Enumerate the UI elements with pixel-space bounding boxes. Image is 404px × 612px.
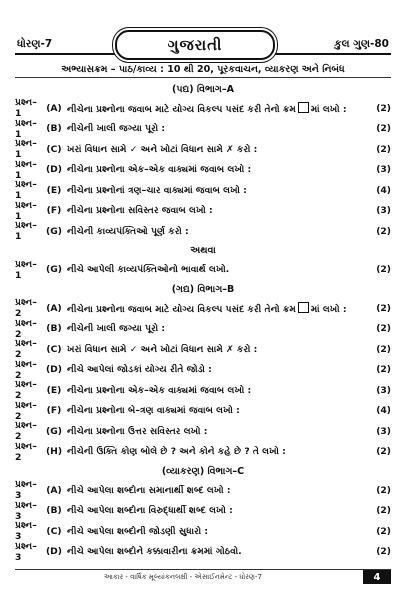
question-row: પ્રશ્ન–2 (H) નીચેની ઉક્તિ કોણ બોલે છે ? અને કોને કહે છે ? તે લખો : (2)	[15, 440, 391, 463]
section-a-heading: (પદ્ય) વિભાગ–A	[172, 83, 234, 95]
question-row: પ્રશ્ન–2 (A) નીચેના પ્રશ્નોના જવાબ માટે યોગ્ય વિકલ્પ પસંદ કરી તેનો ક્રમ માં લખો : (2)	[15, 297, 391, 320]
subject-title: ગુજરાતી	[167, 36, 223, 54]
page-number: 4	[363, 570, 391, 584]
marks: (2)	[376, 102, 391, 114]
standard-label: ધોરણ-7	[17, 38, 53, 50]
question-row: પ્રશ્ન–1 (D) નીચેના પ્રશ્નોના એક–એક વાક્યમાં જવાબ લખો : (3)	[15, 158, 391, 181]
question-row: પ્રશ્ન–1 (F) નીચેના પ્રશ્નોના સવિસ્તર જવાબ લખો : (3)	[15, 199, 391, 222]
footer-text: આકાર - વાર્ષિક મૂલ્યાંકનલક્ષી - એસાઈનમેન્ટ - ધોરણ-7	[104, 573, 262, 581]
marks: (4)	[376, 405, 391, 417]
answer-box-icon	[298, 302, 309, 313]
question-row: પ્રશ્ન–1 (G) નીચેની કાવ્યપંક્તિઓ પૂર્ણ કરો : (2)	[15, 220, 391, 243]
marks: (4)	[376, 184, 391, 196]
question-row: પ્રશ્ન–3 (C) નીચે આપેલા શબ્દોની જોડણી સુધારો : (2)	[15, 520, 391, 543]
question-row: પ્રશ્ન–2 (F) નીચેના પ્રશ્નોના બે–ત્રણ વાક્યમાં જવાબ લખો : (4)	[15, 399, 391, 422]
marks: (2)	[376, 364, 391, 376]
question-row: પ્રશ્ન–1 (A) નીચેના પ્રશ્નોના જવાબ માટે યોગ્ય વિકલ્પ પસંદ કરી તેનો ક્રમ માં લખો : (2)	[15, 97, 391, 120]
marks: (2)	[376, 484, 391, 496]
marks: (3)	[376, 425, 391, 437]
question-list	[15, 80, 391, 562]
syllabus-line: અભ્યાસક્રમ – પાઠ/કાવ્ય : 10 થી 20, પૂરકવાચન, વ્યાકરણ અને નિબંધ	[15, 62, 391, 78]
marks: (2)	[376, 525, 391, 537]
marks: (2)	[376, 264, 391, 276]
marks: (3)	[376, 205, 391, 217]
question-row: પ્રશ્ન–2 (D) નીચે આપેલાં જોડકાં યોગ્ય રીતે જોડો : (2)	[15, 358, 391, 381]
marks: (2)	[376, 546, 391, 558]
question-row: પ્રશ્ન–3 (B) નીચે આપેલા શબ્દોના વિરુદ્ધાર્થી શબ્દ લખો : (2)	[15, 499, 391, 522]
question-row: પ્રશ્ન–2 (E) નીચેના પ્રશ્નોના એક–એક વાક્યમાં જવાબ લખો : (3)	[15, 379, 391, 402]
section-b-heading: (ગદ્ય) વિભાગ–B	[171, 283, 235, 295]
marks: (2)	[376, 343, 391, 355]
marks: (3)	[376, 384, 391, 396]
marks: (2)	[376, 505, 391, 517]
answer-box-icon	[298, 102, 309, 113]
question-row: પ્રશ્ન–1 (E) નીચેના પ્રશ્નોનાં ત્રણ–ચાર વાક્યમાં જવાબ લખો : (4)	[15, 179, 391, 202]
section-c-heading: (વ્યાકરણ) વિભાગ–C	[161, 465, 245, 477]
footer-rule	[15, 569, 391, 570]
total-marks: કુલ ગુણ-80	[334, 38, 389, 50]
marks: (2)	[376, 143, 391, 155]
question-row: પ્રશ્ન–1 (G) નીચે આપેલી કાવ્યપંક્તિઓનો ભાવાર્થ લખો. (2)	[15, 258, 391, 281]
question-row: પ્રશ્ન–1 (C) ખરાં વિધાન સામે ✓ અને ખોટાં વિધાન સામે ✗ કરો : (2)	[15, 138, 391, 161]
question-row: પ્રશ્ન–2 (G) નીચેના પ્રશ્નોના ઉત્તર સવિસ્તર લખો : (3)	[15, 420, 391, 443]
marks: (2)	[376, 323, 391, 335]
question-row: પ્રશ્ન–3 (D) નીચે આપેલા શબ્દોને કક્કાવારીના ક્રમમાં ગોઠવો. (2)	[15, 540, 391, 563]
exam-page	[15, 24, 391, 584]
question-row: પ્રશ્ન–2 (C) ખરાં વિધાન સામે ✓ અને ખોટાં વિધાન સામે ✗ કરો : (2)	[15, 338, 391, 361]
question-row: પ્રશ્ન–3 (A) નીચે આપેલા શબ્દોના સમાનાર્થી શબ્દ લખો : (2)	[15, 479, 391, 502]
marks: (2)	[376, 446, 391, 458]
marks: (2)	[376, 225, 391, 237]
question-row: પ્રશ્ન–2 (B) નીચેની ખાલી જગ્યા પૂરો : (2)	[15, 317, 391, 340]
subject-banner	[115, 30, 275, 60]
marks: (2)	[376, 302, 391, 314]
marks: (3)	[376, 164, 391, 176]
or-separator: અથવા	[190, 245, 216, 256]
question-row: પ્રશ્ન–1 (B) નીચેની ખાલી જગ્યા પૂરો : (2)	[15, 117, 391, 140]
marks: (2)	[376, 123, 391, 135]
